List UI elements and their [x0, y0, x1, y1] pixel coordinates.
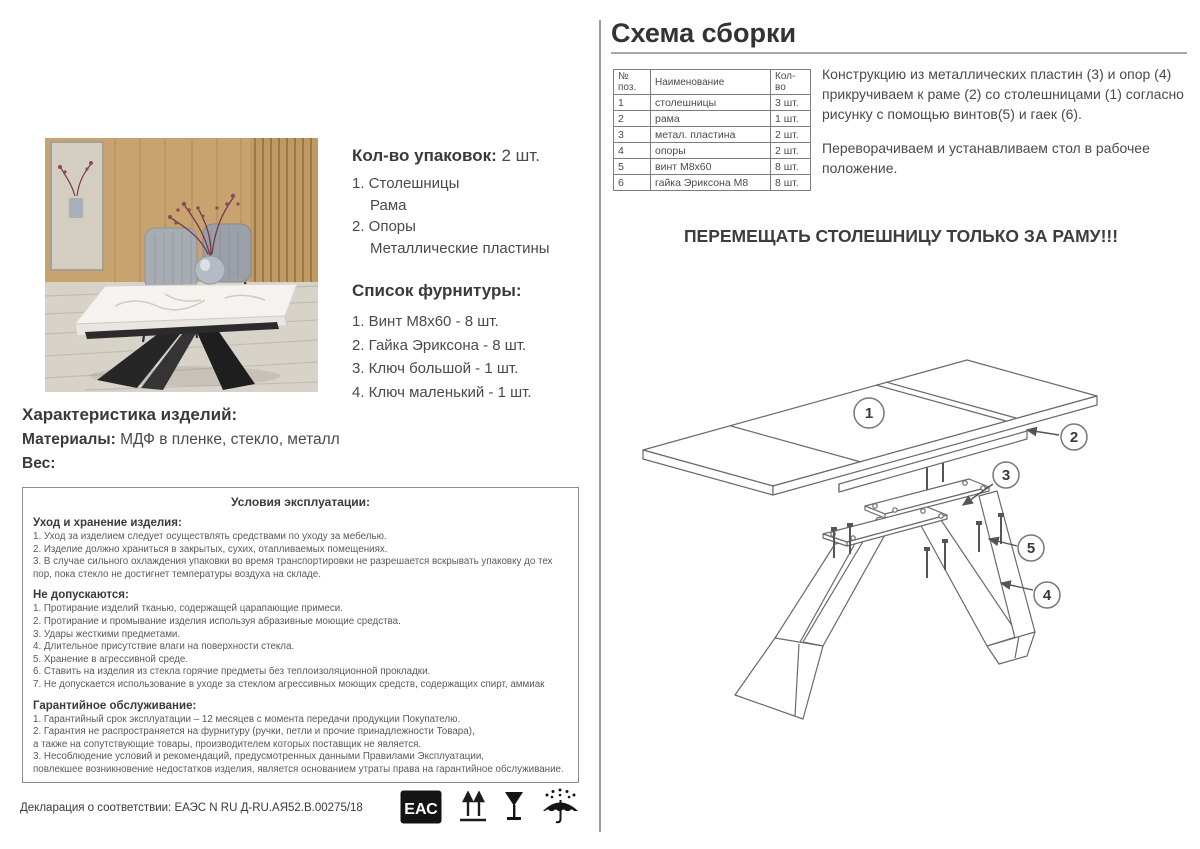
- keep-dry-umbrella-icon: [541, 788, 581, 826]
- table-cell: 1: [614, 95, 651, 111]
- table-cell: 5: [614, 159, 651, 175]
- condition-line: 1. Протирание изделий тканью, содержащей царапающие примеси.: [33, 603, 343, 615]
- list-item: Рама: [370, 196, 407, 214]
- table-row: [614, 175, 811, 191]
- callout-4: 4: [1042, 587, 1052, 604]
- header-position: № поз.: [614, 70, 651, 95]
- svg-text:ЕАС: ЕАС: [404, 801, 438, 818]
- table-cell: 8 шт.: [771, 159, 811, 175]
- hardware-title: Список фурнитуры:: [352, 281, 522, 300]
- list-item: 1. Винт М8х60 - 8 шт.: [352, 313, 499, 330]
- usage-conditions-box: [22, 487, 579, 783]
- table-cell: 4: [614, 143, 651, 159]
- table-cell: 2: [614, 111, 651, 127]
- table-cell: 3: [614, 127, 651, 143]
- table-row: [614, 95, 811, 111]
- instruction-paragraph: Переворачиваем и устанавливаем стол в рабочее положение.: [822, 140, 1150, 176]
- certification-icons: [400, 785, 590, 829]
- page-title: Схема сборки: [611, 18, 797, 48]
- condition-line: 2. Гарантия не распространяется на фурнитуру (ручки, петли и прочие принадлежности Товара),: [33, 726, 475, 738]
- condition-line: 1. Гарантийный срок эксплуатации – 12 месяцев с момента передачи продукции Покупателю.: [33, 713, 461, 725]
- section-title-not-allowed: Не допускаются:: [33, 589, 129, 602]
- table-header-row: [614, 70, 811, 95]
- list-item: 2. Гайка Эриксона - 8 шт.: [352, 336, 527, 354]
- assembly-instructions: [822, 64, 1194, 178]
- materials-label: Материалы:: [22, 431, 116, 448]
- packaging-list: [352, 173, 592, 259]
- fragile-glass-icon: [504, 791, 524, 823]
- table-row: [614, 143, 811, 159]
- table-cell: опоры: [651, 143, 771, 159]
- list-item: 2. Опоры: [352, 218, 416, 235]
- table-cell: 2 шт.: [771, 127, 811, 143]
- list-item: 1. Столешницы: [352, 175, 460, 192]
- table-cell: винт М8х60: [651, 159, 771, 175]
- section-title-care: Уход и хранение изделия:: [33, 517, 182, 529]
- table-cell: 3 шт.: [771, 95, 811, 111]
- header-name: Наименование: [651, 70, 771, 95]
- eac-mark-icon: [400, 790, 442, 824]
- condition-line: 3. Удары жесткими предметами.: [33, 628, 181, 640]
- table-cell: 8 шт.: [771, 175, 811, 191]
- hardware-list: [352, 310, 592, 404]
- materials-line: [22, 431, 442, 449]
- column-divider: [599, 20, 601, 832]
- exploded-view-drawing: [627, 338, 1192, 770]
- condition-line: 3. В случае сильного охлаждения упаковки во время транспортировки не разрешается вскрывать упаковку до тех пор, пока стекло не достигнет температуры воздуха на складе.: [33, 556, 553, 580]
- materials-value: МДФ в пленке, стекло, металл: [115, 431, 340, 448]
- list-item: 3. Ключ большой - 1 шт.: [352, 360, 519, 377]
- leg-foot: [735, 638, 823, 719]
- table-cell: 2 шт.: [771, 143, 811, 159]
- table-row: [614, 111, 811, 127]
- condition-line: 2. Изделие должно храниться в закрытых, сухих, отапливаемых помещениях.: [33, 543, 388, 555]
- table-cell: 1 шт.: [771, 111, 811, 127]
- declaration-text: Декларация о соответствии: ЕАЭС N RU Д-RU.АЯ52.В.00275/18: [20, 802, 363, 814]
- callout-5: 5: [1026, 540, 1036, 557]
- conditions-title: Условия эксплуатации:: [231, 495, 370, 509]
- table-row: [614, 127, 811, 143]
- table-cell: метал. пластина: [651, 127, 771, 143]
- list-item: 4. Ключ маленький - 1 шт.: [352, 383, 532, 401]
- weight-label: Вес:: [22, 455, 56, 472]
- title-underline: [611, 52, 1187, 54]
- table-cell: рама: [651, 111, 771, 127]
- callout-2: 2: [1069, 429, 1079, 446]
- table-row: [614, 159, 811, 175]
- mirror: [51, 142, 103, 270]
- table-cell: столешницы: [651, 95, 771, 111]
- condition-line: 2. Протирание и промывание изделия используя абразивные моющие средства.: [33, 615, 401, 627]
- packaging-section: [352, 146, 592, 404]
- section-title-warranty: Гарантийное обслуживание:: [33, 699, 197, 712]
- header-quantity: Кол-во: [771, 70, 811, 95]
- characteristics-title: Характеристика изделий:: [22, 405, 238, 424]
- condition-line: повлекшее возникновение недостатков изделия, является основанием утраты права на гарантийное обслуживание.: [33, 763, 564, 775]
- table-cell: 6: [614, 175, 651, 191]
- condition-line: 7. Не допускается использование в уходе за стеклом агрессивных моющих средств, содержащих спирт, аммиак: [33, 678, 545, 690]
- product-photo: [45, 138, 318, 392]
- condition-line: 4. Длительное присутствие влаги на поверхности стекла.: [33, 641, 295, 653]
- this-way-up-icon: [459, 791, 487, 823]
- condition-line: 5. Хранение в агрессивной среде.: [33, 653, 189, 665]
- product-photo-illustration: [45, 138, 318, 392]
- callout-1: 1: [864, 405, 874, 422]
- condition-line: 6. Ставить на изделия из стекла горячие предметы без теплоизоляционной прокладки.: [33, 666, 431, 678]
- parts-table: [613, 69, 811, 191]
- assembly-diagram: [627, 338, 1192, 770]
- callout-3: 3: [1001, 467, 1011, 484]
- list-item: Металлические пластины: [370, 239, 550, 257]
- packaging-title: [352, 146, 592, 166]
- characteristics-section: [22, 405, 442, 473]
- condition-line: а также на сопутствующие товары, производителем которых поставщик не является.: [33, 738, 422, 750]
- condition-line: 1. Уход за изделием следует осуществлять средствами по уходу за мебелью.: [33, 531, 387, 542]
- warning-text: ПЕРЕМЕЩАТЬ СТОЛЕШНИЦУ ТОЛЬКО ЗА РАМУ!!!: [683, 226, 1119, 246]
- packaging-label: Кол-во упаковок:: [352, 146, 497, 165]
- condition-line: 3. Несоблюдение условий и рекомендаций, предусмотренных данными Правилами Эксплуатации,: [33, 751, 485, 763]
- packaging-value: 2 шт.: [496, 146, 540, 165]
- instruction-paragraph: Конструкцию из металлических пластин (3) и опор (4) прикручиваем к раме (2) со столешницами (1) согласно рисунку с помощью винтов(5) и гаек (6).: [822, 66, 1184, 122]
- table-cell: гайка Эриксона М8: [651, 175, 771, 191]
